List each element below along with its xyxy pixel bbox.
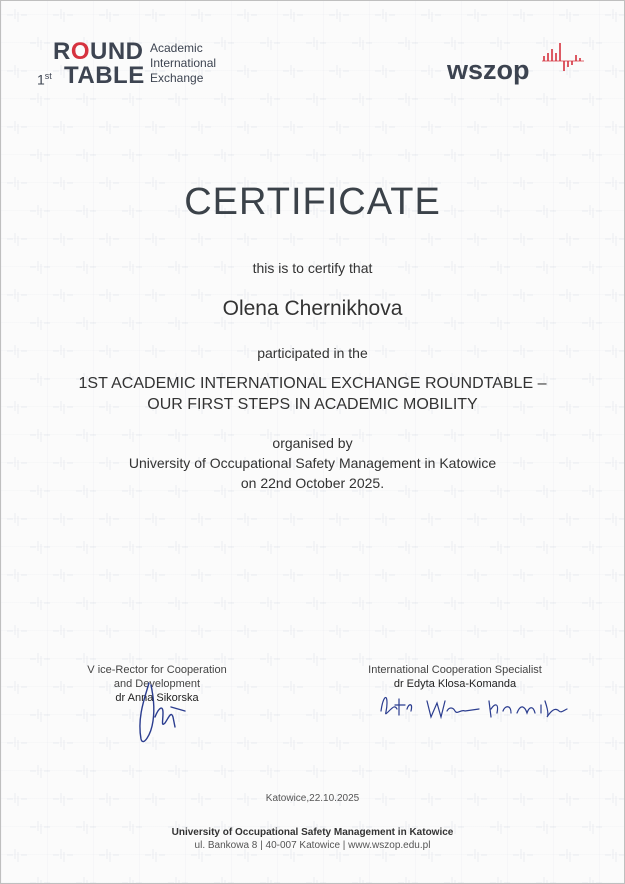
pattern-mark xyxy=(329,513,349,526)
signatory-name: dr Anna Sikorska xyxy=(115,692,199,704)
pattern-mark xyxy=(398,597,418,610)
pattern-mark xyxy=(306,541,326,554)
pattern-mark xyxy=(191,513,211,526)
pattern-mark xyxy=(582,765,602,778)
handwritten-signature-left xyxy=(127,677,197,747)
pattern-mark xyxy=(76,597,96,610)
pattern-mark xyxy=(352,149,372,162)
pattern-mark xyxy=(7,625,27,638)
pattern-mark xyxy=(375,65,395,78)
pattern-mark xyxy=(352,37,372,50)
event-title-line2: OUR FIRST STEPS IN ACADEMIC MOBILITY xyxy=(147,396,478,413)
pattern-mark xyxy=(352,597,372,610)
pattern-mark xyxy=(99,233,119,246)
pattern-mark xyxy=(76,877,96,883)
pattern-mark xyxy=(421,625,441,638)
pattern-mark xyxy=(329,233,349,246)
pattern-mark xyxy=(168,597,188,610)
pattern-mark xyxy=(260,765,280,778)
logo-table-text: TABLE xyxy=(64,62,145,89)
pattern-mark xyxy=(76,541,96,554)
pattern-mark xyxy=(237,569,257,582)
pattern-mark xyxy=(191,9,211,22)
pattern-mark xyxy=(191,625,211,638)
pattern-mark xyxy=(375,121,395,134)
pattern-mark xyxy=(582,597,602,610)
pattern-mark xyxy=(30,597,50,610)
pattern-mark xyxy=(329,65,349,78)
pattern-mark xyxy=(605,65,624,78)
organizer-block xyxy=(1,433,624,493)
pattern-mark xyxy=(467,233,487,246)
pattern-mark xyxy=(191,233,211,246)
pattern-mark xyxy=(421,121,441,134)
pattern-mark xyxy=(398,149,418,162)
organised-by-text: organised by xyxy=(272,435,353,451)
pattern-mark xyxy=(214,149,234,162)
pattern-mark xyxy=(260,709,280,722)
pattern-mark xyxy=(53,569,73,582)
pattern-mark xyxy=(76,93,96,106)
pattern-mark xyxy=(605,513,624,526)
pattern-mark xyxy=(30,877,50,883)
pattern-mark xyxy=(260,653,280,666)
pattern-mark xyxy=(306,765,326,778)
pattern-mark xyxy=(375,9,395,22)
pattern-mark xyxy=(490,93,510,106)
pattern-mark xyxy=(421,9,441,22)
pattern-mark xyxy=(237,513,257,526)
certificate-title: CERTIFICATE xyxy=(184,181,441,223)
pattern-mark xyxy=(467,625,487,638)
pattern-mark xyxy=(306,877,326,883)
pattern-mark xyxy=(329,9,349,22)
pattern-mark xyxy=(260,877,280,883)
pattern-mark xyxy=(145,121,165,134)
wszop-logo-text: wszop xyxy=(447,55,530,85)
pattern-mark xyxy=(513,9,533,22)
pattern-mark xyxy=(559,513,579,526)
pattern-mark xyxy=(99,569,119,582)
pattern-mark xyxy=(329,569,349,582)
pattern-mark xyxy=(260,597,280,610)
pattern-mark xyxy=(375,513,395,526)
pattern-mark xyxy=(122,597,142,610)
pattern-mark xyxy=(145,569,165,582)
pattern-mark xyxy=(306,93,326,106)
pattern-mark xyxy=(145,9,165,22)
pattern-mark xyxy=(99,737,119,750)
pattern-mark xyxy=(467,121,487,134)
pattern-mark xyxy=(605,9,624,22)
pattern-mark xyxy=(559,233,579,246)
pattern-mark xyxy=(7,65,27,78)
pattern-mark xyxy=(605,737,624,750)
pattern-mark xyxy=(536,877,556,883)
pattern-mark xyxy=(214,93,234,106)
pattern-mark xyxy=(30,541,50,554)
pattern-mark xyxy=(582,709,602,722)
pattern-mark xyxy=(444,541,464,554)
pattern-mark xyxy=(559,9,579,22)
pattern-mark xyxy=(582,93,602,106)
pattern-mark xyxy=(168,765,188,778)
pattern-mark xyxy=(99,9,119,22)
event-title xyxy=(1,373,624,415)
pattern-mark xyxy=(329,737,349,750)
pattern-mark xyxy=(99,625,119,638)
pattern-mark xyxy=(53,121,73,134)
pattern-mark xyxy=(329,625,349,638)
pattern-mark xyxy=(398,765,418,778)
pattern-mark xyxy=(421,569,441,582)
pattern-mark xyxy=(283,65,303,78)
pattern-mark xyxy=(559,625,579,638)
pattern-mark xyxy=(398,877,418,883)
recipient-name: Olena Chernikhova xyxy=(222,297,403,320)
signatory-name: dr Edyta Klosa-Komanda xyxy=(393,678,517,690)
pattern-mark xyxy=(444,149,464,162)
pattern-mark xyxy=(513,121,533,134)
pattern-mark xyxy=(283,737,303,750)
pattern-mark xyxy=(7,121,27,134)
pattern-mark xyxy=(30,765,50,778)
pattern-mark xyxy=(145,233,165,246)
pattern-mark xyxy=(582,877,602,883)
pattern-mark xyxy=(421,65,441,78)
pattern-mark xyxy=(444,597,464,610)
organizer-name: University of Occupational Safety Management in Katowice xyxy=(128,455,497,471)
pattern-mark xyxy=(283,625,303,638)
pattern-mark xyxy=(536,597,556,610)
pattern-mark xyxy=(214,877,234,883)
pattern-mark xyxy=(444,877,464,883)
pattern-mark xyxy=(53,625,73,638)
pattern-mark xyxy=(122,149,142,162)
pattern-mark xyxy=(168,149,188,162)
pattern-mark xyxy=(53,737,73,750)
pattern-mark xyxy=(168,541,188,554)
signatory-role-line2: and Development xyxy=(113,678,201,690)
pattern-mark xyxy=(260,93,280,106)
event-title-line1: 1ST ACADEMIC INTERNATIONAL EXCHANGE ROUNDTABLE – xyxy=(78,375,547,392)
handwritten-signature-right xyxy=(375,689,571,725)
pattern-mark xyxy=(467,737,487,750)
pattern-mark xyxy=(122,877,142,883)
pattern-mark xyxy=(260,541,280,554)
pattern-mark xyxy=(237,233,257,246)
pattern-mark xyxy=(375,569,395,582)
pattern-mark xyxy=(582,653,602,666)
pattern-mark xyxy=(306,597,326,610)
pattern-mark xyxy=(306,709,326,722)
pattern-mark xyxy=(306,653,326,666)
pattern-mark xyxy=(421,737,441,750)
pattern-mark xyxy=(122,93,142,106)
pattern-mark xyxy=(237,625,257,638)
pattern-mark xyxy=(559,121,579,134)
pattern-mark xyxy=(490,541,510,554)
pattern-mark xyxy=(30,653,50,666)
pattern-mark xyxy=(513,569,533,582)
pattern-mark xyxy=(7,569,27,582)
pattern-mark xyxy=(30,149,50,162)
pattern-mark xyxy=(283,513,303,526)
pattern-mark xyxy=(53,513,73,526)
pattern-mark xyxy=(375,625,395,638)
pattern-mark xyxy=(214,709,234,722)
pattern-mark xyxy=(444,765,464,778)
event-date: on 22nd October 2025. xyxy=(240,475,385,491)
pattern-mark xyxy=(605,625,624,638)
pattern-mark xyxy=(605,681,624,694)
pattern-mark xyxy=(605,233,624,246)
pattern-mark xyxy=(237,9,257,22)
pattern-mark xyxy=(490,765,510,778)
pattern-mark xyxy=(30,709,50,722)
pattern-mark xyxy=(122,765,142,778)
pattern-mark xyxy=(467,513,487,526)
wszop-logo-mark xyxy=(542,41,590,81)
wszop-logo xyxy=(447,41,592,93)
pattern-mark xyxy=(283,681,303,694)
roundtable-logo xyxy=(37,39,267,89)
pattern-mark xyxy=(168,877,188,883)
pattern-mark xyxy=(559,569,579,582)
signatory-role-line1: V ice-Rector for Cooperation xyxy=(87,664,227,676)
pattern-mark xyxy=(559,737,579,750)
pattern-mark xyxy=(214,541,234,554)
pattern-mark xyxy=(283,121,303,134)
pattern-mark xyxy=(421,233,441,246)
pattern-mark xyxy=(214,597,234,610)
pattern-mark xyxy=(283,233,303,246)
pattern-mark xyxy=(421,513,441,526)
signatory-role: International Cooperation Specialist xyxy=(368,664,542,676)
pattern-mark xyxy=(76,709,96,722)
pattern-mark xyxy=(444,93,464,106)
pattern-mark xyxy=(260,149,280,162)
pattern-mark xyxy=(283,9,303,22)
pattern-mark xyxy=(306,37,326,50)
footer-institution: University of Occupational Safety Management in Katowice xyxy=(171,827,454,838)
pattern-mark xyxy=(352,709,372,722)
pattern-mark xyxy=(513,737,533,750)
pattern-mark xyxy=(191,569,211,582)
pattern-mark xyxy=(352,765,372,778)
pattern-mark xyxy=(398,37,418,50)
pattern-mark xyxy=(513,625,533,638)
pattern-mark xyxy=(467,9,487,22)
pattern-mark xyxy=(352,541,372,554)
pattern-mark xyxy=(536,93,556,106)
pattern-mark xyxy=(513,513,533,526)
pattern-mark xyxy=(7,737,27,750)
pattern-mark xyxy=(536,765,556,778)
pattern-mark xyxy=(7,513,27,526)
pattern-mark xyxy=(76,149,96,162)
pattern-mark xyxy=(329,121,349,134)
logo-edition: 1st xyxy=(37,71,52,88)
pattern-mark xyxy=(122,541,142,554)
signature-block-right xyxy=(339,663,571,691)
pattern-mark xyxy=(76,765,96,778)
pattern-mark xyxy=(191,121,211,134)
pattern-mark xyxy=(375,737,395,750)
pattern-mark xyxy=(582,149,602,162)
pattern-mark xyxy=(605,569,624,582)
pattern-mark xyxy=(306,149,326,162)
pattern-mark xyxy=(7,681,27,694)
pattern-mark xyxy=(467,569,487,582)
pattern-mark xyxy=(53,233,73,246)
pattern-mark xyxy=(145,625,165,638)
pattern-mark xyxy=(168,93,188,106)
pattern-mark xyxy=(490,597,510,610)
pattern-mark xyxy=(536,541,556,554)
pattern-mark xyxy=(283,569,303,582)
participated-text: participated in the xyxy=(257,345,368,361)
pattern-mark xyxy=(30,93,50,106)
pattern-mark xyxy=(214,765,234,778)
pattern-mark xyxy=(145,513,165,526)
pattern-mark xyxy=(490,149,510,162)
pattern-mark xyxy=(536,149,556,162)
certify-text: this is to certify that xyxy=(252,260,373,276)
pattern-mark xyxy=(99,513,119,526)
pattern-mark xyxy=(53,9,73,22)
pattern-mark xyxy=(398,93,418,106)
pattern-mark xyxy=(99,121,119,134)
pattern-mark xyxy=(490,877,510,883)
pattern-mark xyxy=(513,233,533,246)
pattern-mark xyxy=(7,9,27,22)
pattern-mark xyxy=(582,541,602,554)
logo-description: Academic International Exchange xyxy=(150,41,217,85)
place-and-date: Katowice,22.10.2025 xyxy=(265,793,360,804)
footer-address: ul. Bankowa 8 | 40-007 Katowice | www.wszop.edu.pl xyxy=(194,840,431,851)
pattern-mark xyxy=(352,877,372,883)
pattern-mark xyxy=(237,737,257,750)
pattern-mark xyxy=(398,541,418,554)
logo-round-text: ROUND xyxy=(53,38,144,65)
pattern-mark xyxy=(375,233,395,246)
pattern-mark xyxy=(605,121,624,134)
pattern-mark xyxy=(7,233,27,246)
pattern-mark xyxy=(237,121,257,134)
pattern-mark xyxy=(352,93,372,106)
